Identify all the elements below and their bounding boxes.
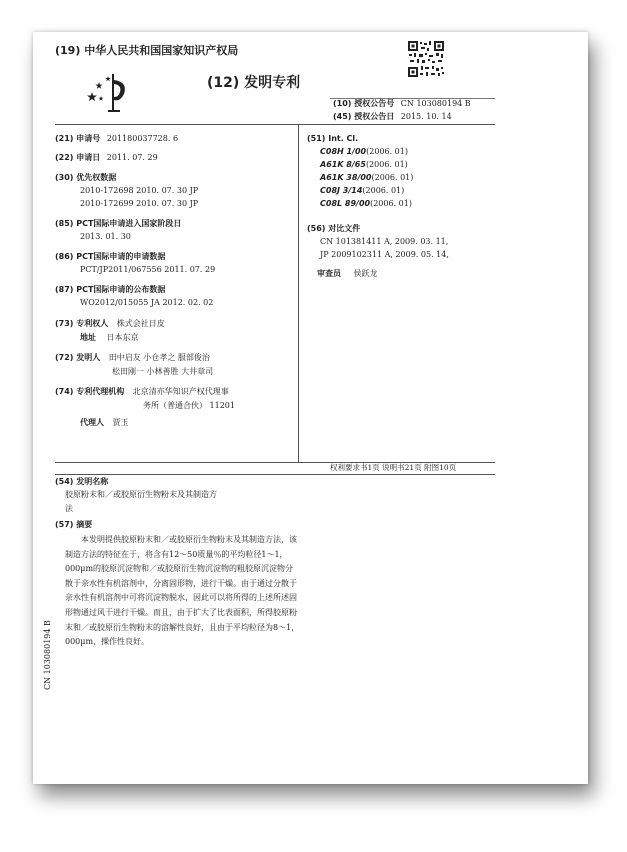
- publication-info: [333, 98, 534, 124]
- intcl-code: C08J 3/14: [320, 186, 363, 195]
- qr-code: [407, 40, 445, 78]
- intcl-item: [320, 172, 413, 184]
- patent-agent: 代理人 贾玉: [80, 418, 129, 427]
- intcl-item: [320, 146, 408, 158]
- intcl-version: (2006. 01): [362, 186, 405, 195]
- patent-holder: (73) 专利权人 株式会社日皮: [55, 319, 165, 328]
- priority-item: 2010-172699 2010. 07. 30 JP: [80, 199, 199, 208]
- cited-doc: JP 2009102311 A, 2009. 05. 14,: [320, 250, 449, 259]
- cited-doc: CN 101381411 A, 2009. 03. 11,: [320, 237, 449, 246]
- intcl-item: [320, 185, 404, 197]
- patent-agency: (74) 专利代理机构 北京清亦华知识产权代理事: [55, 387, 229, 396]
- intcl-version: (2006. 01): [366, 147, 408, 156]
- issuing-office: (19) 中华人民共和国国家知识产权局: [55, 44, 239, 57]
- invention-title-label: (54) 发明名称: [55, 477, 109, 486]
- pct-publication-label: (87) PCT国际申请的公布数据: [55, 285, 166, 294]
- priority-item: 2010-172698 2010. 07. 30 JP: [80, 186, 199, 195]
- side-patent-id: CN 103080194 B: [43, 620, 52, 690]
- abstract-label: (57) 摘要: [55, 520, 93, 529]
- pct-entry-label: (85) PCT国际申请进入国家阶段日: [55, 219, 182, 228]
- intcl-code: A61K 8/65: [320, 160, 366, 169]
- invention-title-line2: 法: [65, 504, 73, 513]
- grant-date-value: 2015. 10. 14: [400, 112, 452, 121]
- counts-bottom-divider: [55, 474, 495, 475]
- sipo-logo-icon: [84, 70, 136, 114]
- intcl-version: (2006. 01): [370, 199, 412, 208]
- pct-application-value: PCT/JP2011/067556 2011. 07. 29: [80, 265, 216, 274]
- holder-address: 地址 日本东京: [80, 333, 139, 342]
- application-date: (22) 申请日 2011. 07. 29: [55, 153, 158, 162]
- grant-number-label: (10) 授权公告号: [333, 99, 395, 108]
- inventors: (72) 发明人 田中启友 小仓孝之 服部俊治: [55, 353, 210, 362]
- examiner: 审查员 侯跃龙: [317, 269, 378, 278]
- column-divider: [298, 124, 299, 462]
- patent-type: (12) 发明专利: [207, 75, 301, 91]
- pub-divider: [330, 98, 495, 99]
- pct-application-label: (86) PCT国际申请的申请数据: [55, 252, 166, 261]
- pct-publication-value: WO2012/015055 JA 2012. 02. 02: [80, 298, 214, 307]
- intcl-item: [320, 159, 408, 171]
- grant-date-row: [333, 111, 452, 122]
- intcl-version: (2006. 01): [371, 173, 414, 182]
- patent-agency-line2: 务所（普通合伙） 11201: [143, 401, 235, 410]
- intcl-code: C08H 1/00: [320, 147, 367, 156]
- invention-title-line1: 胶原粉末和／或胶原衍生物粉末及其制造方: [65, 490, 217, 499]
- header-divider: [55, 124, 495, 125]
- intcl-label: (51) Int. Cl.: [307, 134, 359, 143]
- intcl-version: (2006. 01): [365, 160, 408, 169]
- grant-number-value: CN 103080194 B: [400, 99, 471, 108]
- intcl-code: A61K 38/00: [320, 173, 372, 182]
- grant-number-row: [333, 98, 471, 109]
- intcl-item: [320, 198, 412, 210]
- intcl-code: C08L 89/00: [320, 199, 371, 208]
- inventors-line2: 松田刚一 小林善胜 大井章司: [112, 367, 214, 376]
- page-counts: 权利要求书1页 说明书21页 附图10页: [330, 463, 457, 472]
- abstract-text: 本发明提供胶原粉末和／或胶原衍生物粉末及其制造方法，该制造方法的特征在于，将含有12～50质量％的平均粒径1～1，000μm的胶原沉淀物和／或胶原衍生物沉淀物的粗胶原沉淀物分散于亲水性有机溶剂中，分离固形物，进行干燥。由于通过分散于亲水性有机溶剂中可将沉淀物脱水，因此可以将所得的上述所述固形物通过风干进行干燥。而且，由于扩大了比表面积，所得胶原粉末和／或胶原衍生物粉末的溶解性良好，且由于平均粒径为8～1，000μm，操作性良好。: [65, 535, 300, 647]
- grant-date-label: (45) 授权公告日: [333, 112, 395, 121]
- priority-label: (30) 优先权数据: [55, 173, 117, 182]
- pct-entry-value: 2013. 01. 30: [80, 232, 131, 241]
- application-number: (21) 申请号 201180037728. 6: [55, 134, 179, 143]
- cited-docs-label: (56) 对比文件: [307, 224, 361, 233]
